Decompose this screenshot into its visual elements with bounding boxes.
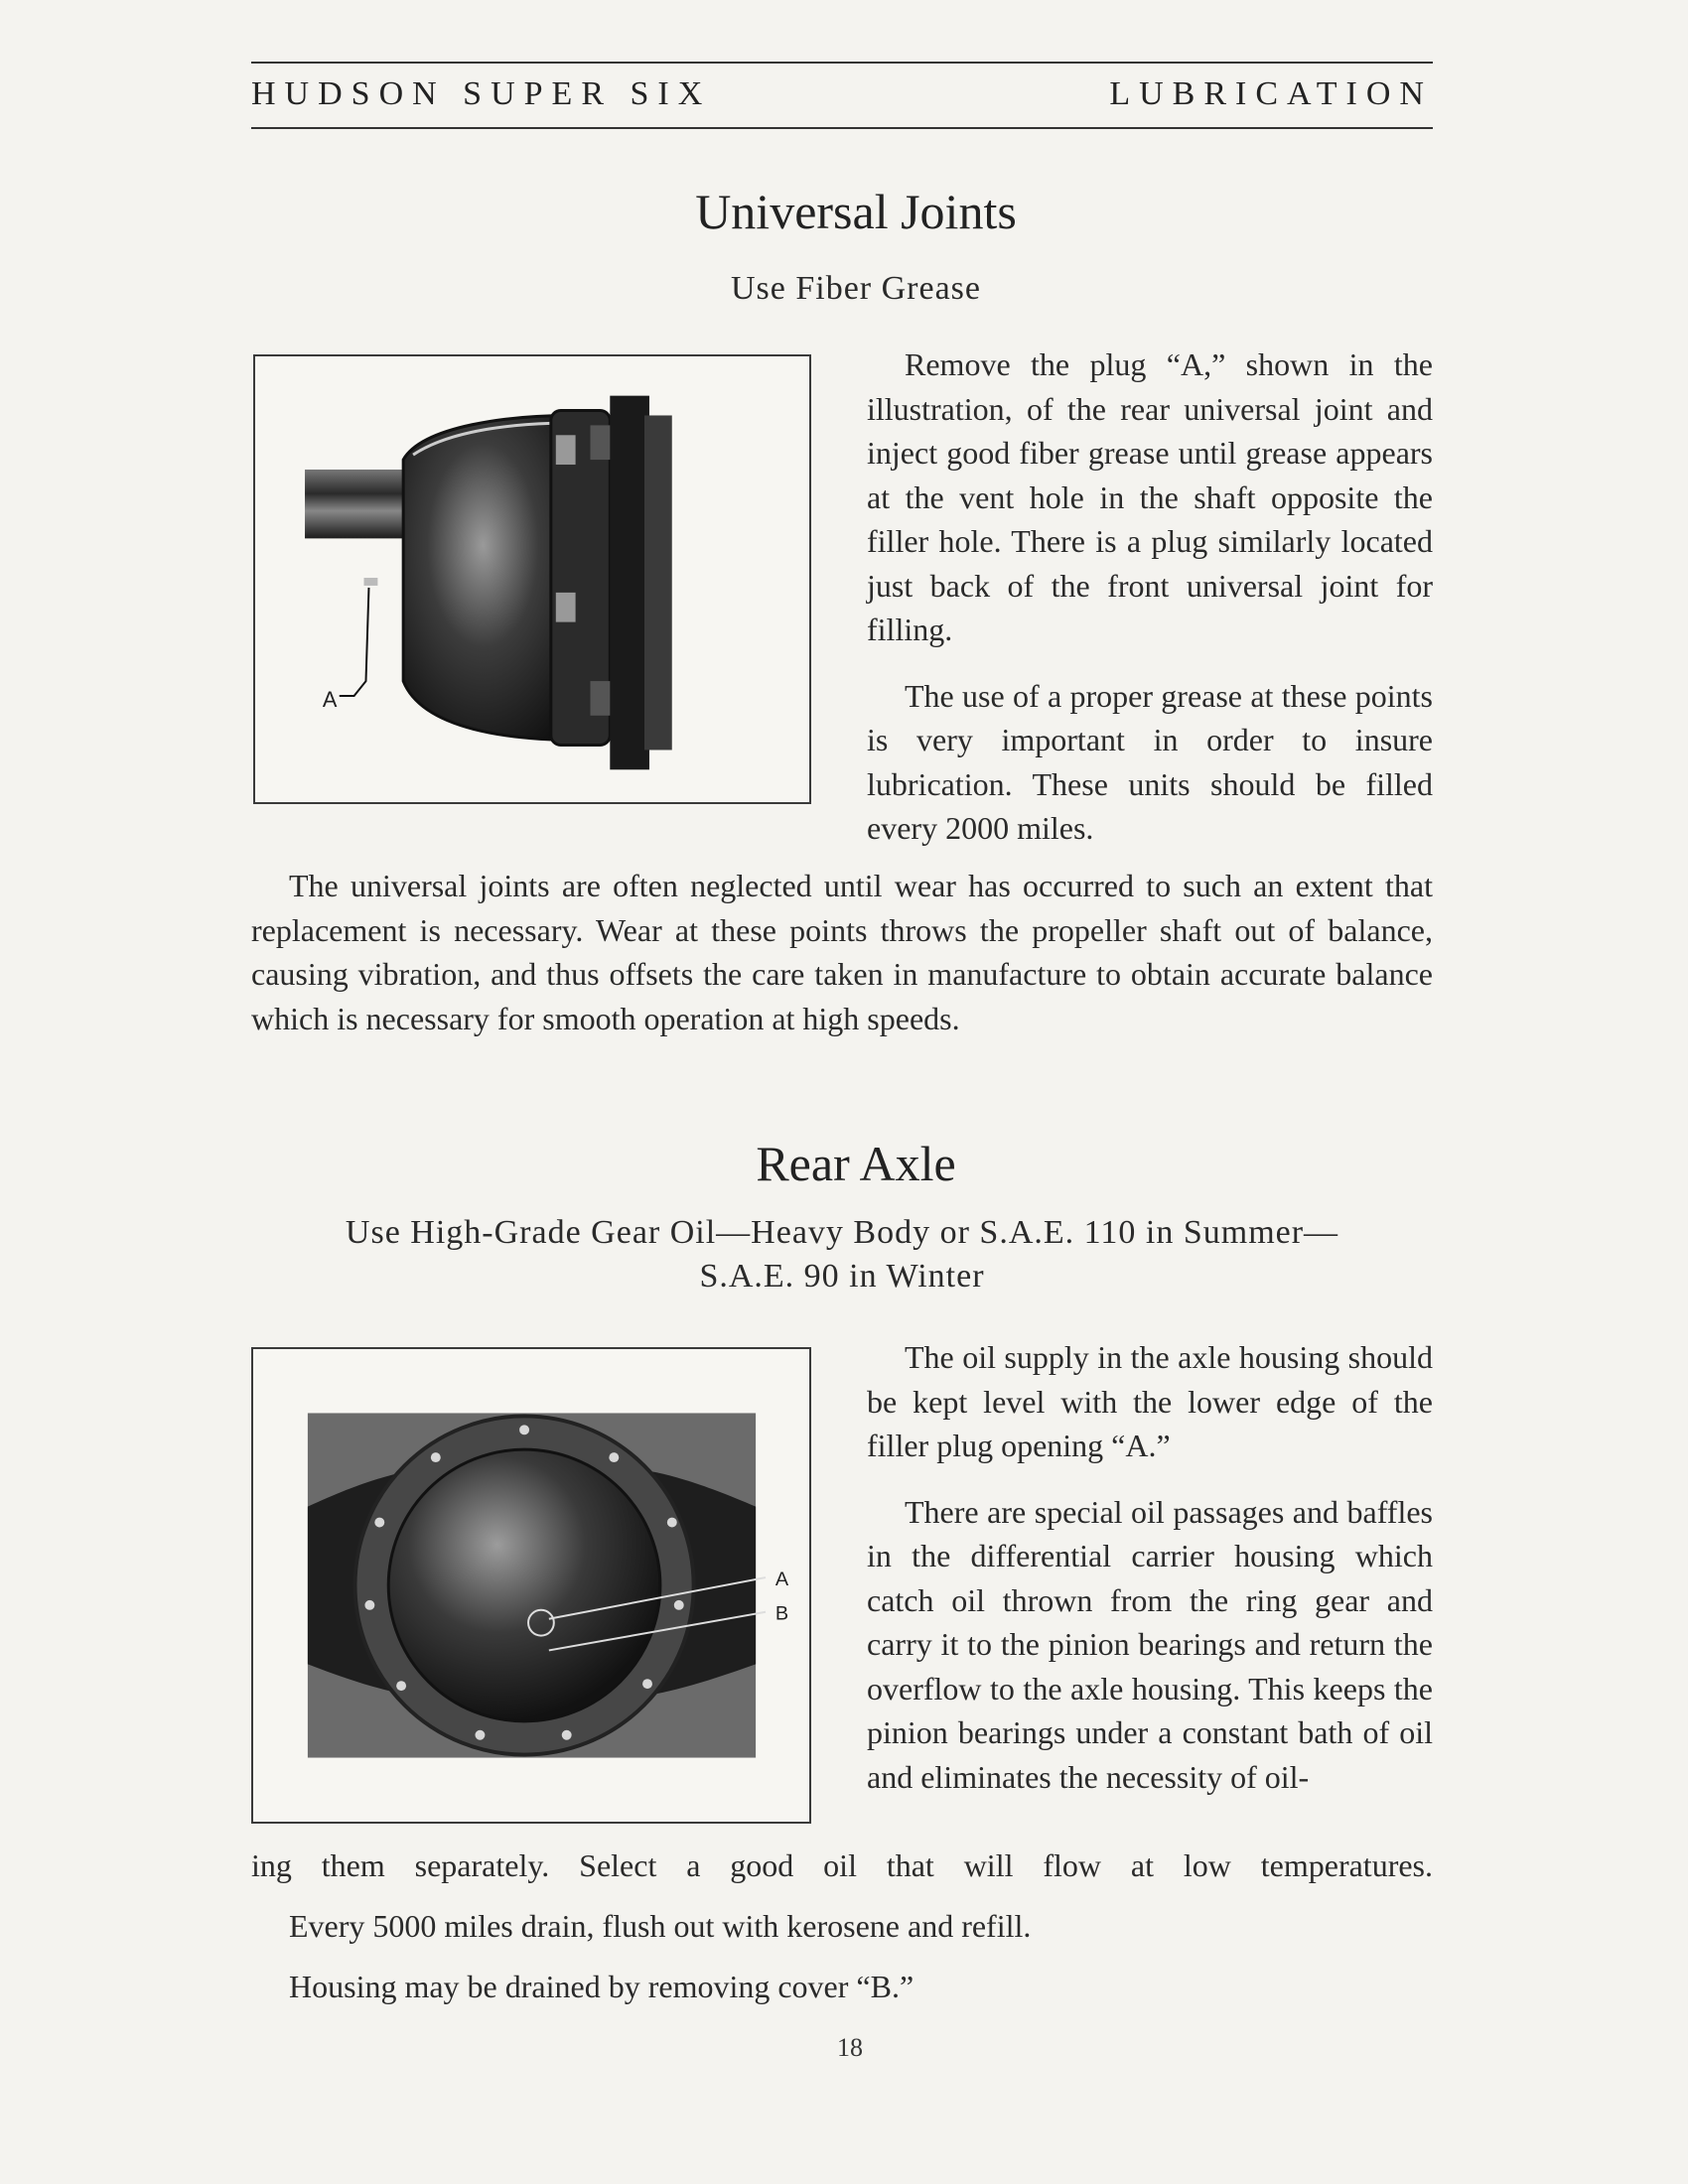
figure-label-a: A <box>322 686 338 712</box>
rear-axle-subtitle-line-1: Use High-Grade Gear Oil—Heavy Body or S.A.E. 110 in Summer— <box>345 1214 1339 1251</box>
universal-joint-illustration <box>253 354 811 804</box>
rear-axle-drawing <box>253 1349 809 1822</box>
axle-instruction-cover: Housing may be drained by removing cover “B.” <box>289 1969 914 2004</box>
figure-label-a: A <box>774 1569 789 1590</box>
section-title-rear-axle: Rear Axle <box>756 1136 956 1191</box>
section-subtitle-universal-joints: Use Fiber Grease <box>730 270 982 307</box>
universal-paragraph-2: The use of a proper grease at these points is very important in order to insure lubrication. These units should be filled every 2000 miles. <box>867 677 1433 846</box>
rear-axle-illustration <box>251 1347 811 1824</box>
universal-joint-drawing <box>255 356 809 802</box>
axle-paragraph-2-continuation: ing them separately. Select a good oil that will flow at low temperatures. <box>251 1847 1433 1883</box>
axle-paragraph-2: There are special oil passages and baffles in the differential carrier housing which catch oil thrown from the ring gear and carry it to the pinion bearings and return the overflow to the axle housing. This keeps the pinion bearings under a constant bath of oil and eliminates the necessity of oil- <box>867 1493 1433 1795</box>
running-header-right: LUBRICATION <box>1109 75 1433 112</box>
running-header-left: HUDSON SUPER SIX <box>251 75 712 112</box>
section-subtitle-rear-axle <box>251 1211 1433 1298</box>
axle-paragraph-1: The oil supply in the axle housing should be kept level with the lower edge of the filler plug opening “A.” <box>867 1339 1433 1463</box>
header-rule-bottom <box>251 127 1433 129</box>
header-rule-top <box>251 62 1433 64</box>
universal-joints-full-text <box>251 864 1433 1040</box>
section-title-universal-joints: Universal Joints <box>695 184 1017 239</box>
universal-paragraph-1: Remove the plug “A,” shown in the illustration, of the rear universal joint and inject good fiber grease until grease appears at the vent hole in the shaft opposite the filler hole. There is a plug similarly located just back of the front universal joint for filling. <box>867 346 1433 647</box>
rear-axle-subtitle-line-2: S.A.E. 90 in Winter <box>699 1258 985 1295</box>
axle-instruction-drain: Every 5000 miles drain, flush out with kerosene and refill. <box>289 1908 1032 1944</box>
page-number: 18 <box>837 2033 863 2062</box>
figure-label-b: B <box>774 1602 789 1625</box>
rear-axle-column-text <box>867 1335 1433 1799</box>
universal-joints-column-text <box>867 342 1433 851</box>
universal-paragraph-3: The universal joints are often neglected until wear has occurred to such an extent that replacement is necessary. Wear at these points throws the propeller shaft out of balance, causing vibration, and thus offsets the care taken in manufacture to obtain accurate balance which is necessary for smooth operation at high speeds. <box>251 868 1433 1036</box>
